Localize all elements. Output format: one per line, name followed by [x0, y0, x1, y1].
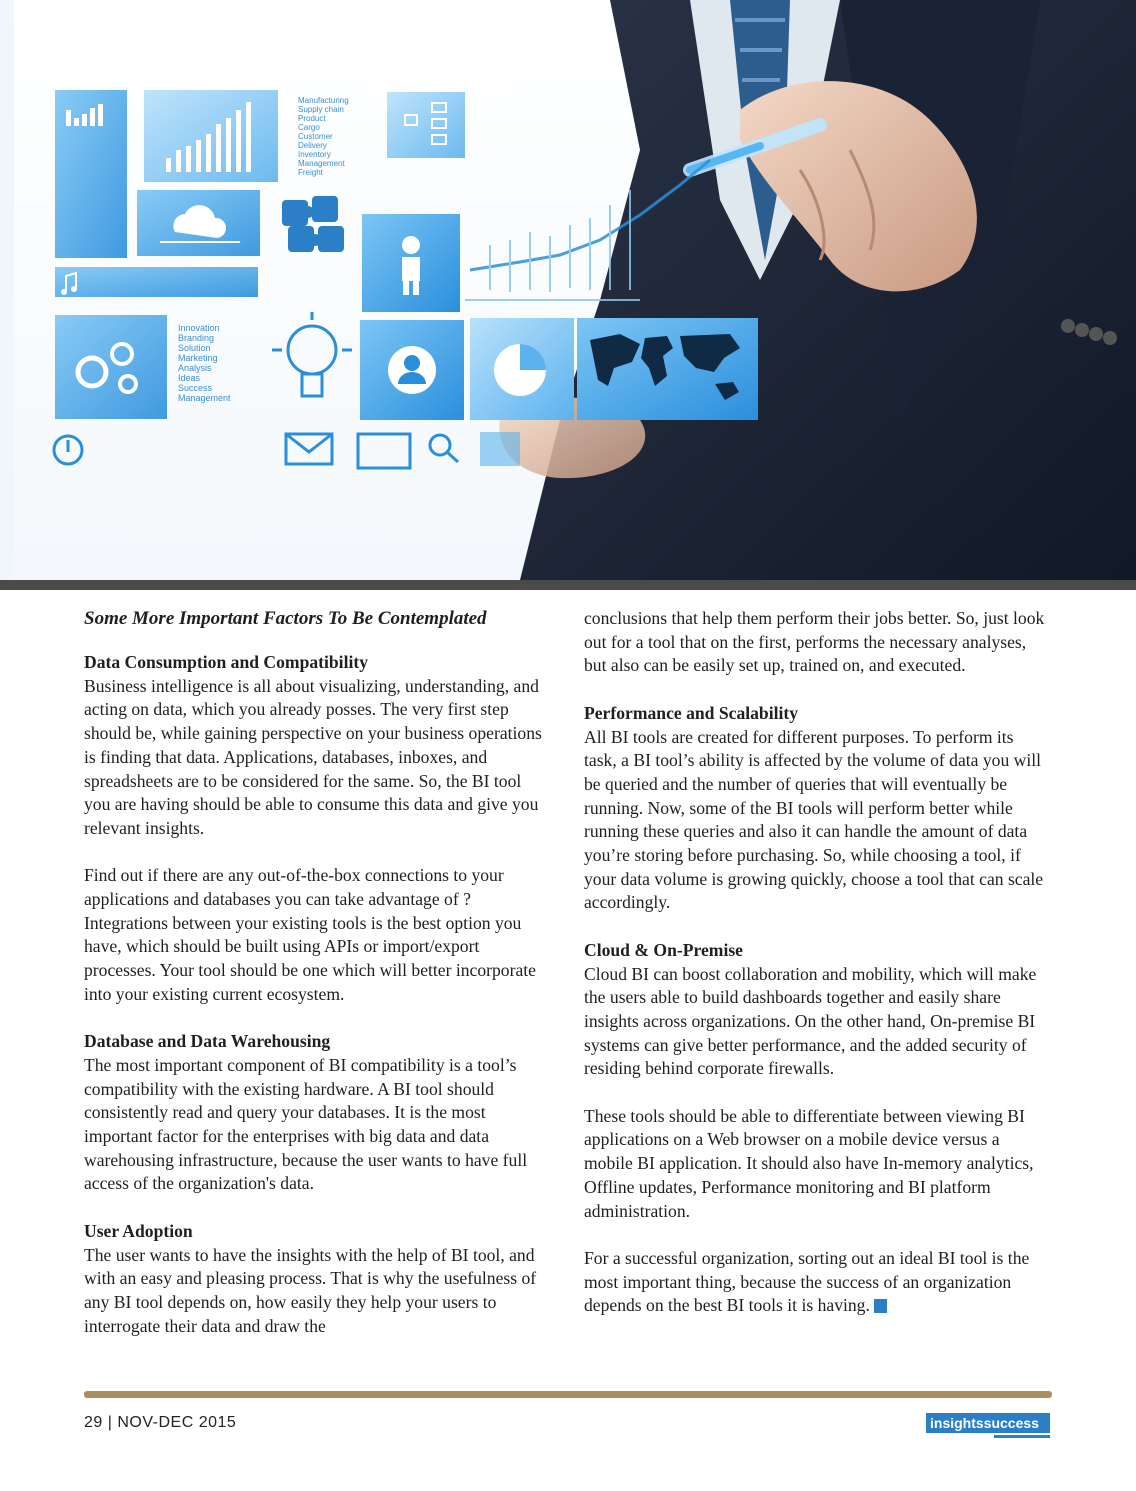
- music-tile: [55, 267, 258, 297]
- hero-label: Customer: [298, 132, 333, 141]
- businessman: [499, 0, 1136, 580]
- paragraph: [84, 1030, 546, 1196]
- paragraph-text: The most important component of BI compatibility is a tool’s compatibility with the existing hardware. A BI tool should consistently read and query your databases. It is the most important factor for the enterprises with big data and data warehousing infrastructure, because the user wants to have full access of the organization's data.: [84, 1054, 528, 1194]
- user-tile: [360, 320, 464, 420]
- business-analytics-illustration: [0, 0, 1136, 580]
- paragraph-text: The user wants to have the insights with the help of BI tool, and with an easy and pleasing process. That is why the usefulness of any BI tool depends on, how easily they help your users to interrogate their data and draw the: [84, 1244, 537, 1336]
- hero-label: Innovation: [178, 323, 220, 333]
- paragraph-text: These tools should be able to differentiate between viewing BI applications on a Web browser on a mobile device versus a mobile BI application. It should also have In-memory analytics, Offline updates, Performance monitoring and BI platform administration.: [584, 1105, 1034, 1221]
- page-number: 29 | NOV-DEC 2015: [84, 1414, 237, 1431]
- paragraph-text: Business intelligence is all about visualizing, understanding, and acting on data, which you already posses. The very first step should be, while gaining perspective on your business operations is finding that data. Applications, databases, inboxes, and spreadsheets are to be considered for the same. So, the BI tool you are having should be able to consume this data and give you relevant insights.: [84, 675, 542, 838]
- hero-label: Management: [298, 159, 345, 168]
- hero-image: [0, 0, 1136, 580]
- hero-label-list-1: [298, 96, 351, 177]
- paragraph-text: All BI tools are created for different purposes. To perform its task, a BI tool’s ability is affected by the volume of data you will be queried and the number of queries that will eventually be running. Now, some of the BI tools will perform better while running these queries and also it can handle the amount of data you’re storing before purchasing. So, while choosing a tool, if your data volume is growing quickly, choose a tool that can scale accordingly.: [584, 726, 1044, 913]
- cloud-tile: [137, 190, 260, 256]
- hero-label: Branding: [178, 333, 215, 343]
- article-column-right: [584, 607, 1046, 1342]
- bar-chart-tile: [144, 90, 278, 182]
- footer-rule: [84, 1391, 1052, 1398]
- section-title: Some More Important Factors To Be Contemplated: [84, 608, 487, 629]
- bottom-icons: [54, 432, 520, 468]
- lightbulb-icon: [272, 312, 352, 396]
- paragraph: [584, 702, 1046, 915]
- subheading-database-warehousing: Database and Data Warehousing: [84, 1031, 331, 1052]
- end-mark-icon: [874, 1299, 887, 1313]
- hero-label-list-2: [178, 323, 231, 403]
- subheading-data-consumption: Data Consumption and Compatibility: [84, 652, 368, 672]
- hero-label: Analysis: [178, 363, 212, 373]
- subheading-cloud-onpremise: Cloud & On-Premise: [584, 939, 743, 960]
- paragraph-text: conclusions that help them perform their jobs better. So, just look out for a tool that on the first, performs the necessary analyses, but also can be easily set up, trained on, and executed.: [584, 608, 1045, 676]
- hero-label: Inventory: [298, 150, 331, 159]
- hero-divider-bar: [0, 580, 1136, 590]
- world-map-tile: [577, 318, 758, 420]
- paragraph: [84, 1220, 546, 1339]
- hero-label: Ideas: [178, 373, 201, 383]
- hero-label: Freight: [298, 168, 323, 177]
- subheading-user-adoption: User Adoption: [84, 1220, 193, 1241]
- hero-label: Solution: [178, 343, 211, 353]
- subheading-performance-scalability: Performance and Scalability: [584, 702, 799, 723]
- hero-label: Supply chain: [298, 105, 344, 114]
- article-column-left: [84, 606, 546, 1362]
- hero-label: Cargo: [298, 123, 320, 132]
- gears-tile: [55, 315, 167, 419]
- insights-success-logo: [924, 1411, 1052, 1441]
- hero-label: Management: [178, 393, 231, 403]
- person-tile: [362, 214, 460, 312]
- hero-label: Marketing: [178, 353, 218, 363]
- paragraph: [84, 651, 546, 841]
- hero-label: Product: [298, 114, 326, 123]
- logo-text: insightssuccess: [930, 1415, 1039, 1431]
- puzzle-icon: [282, 196, 344, 252]
- paragraph-text: For a successful organization, sorting out an ideal BI tool is the most important thing, because the success of an organization depends on the best BI tools it is having.: [584, 1247, 1030, 1316]
- org-chart-tile: [387, 92, 465, 158]
- pie-tile: [470, 318, 574, 420]
- paragraph-text: Find out if there are any out-of-the-box connections to your applications and databases you can take advantage of ? Integrations between your existing tools is the best option you have, which should be built using APIs or import/export processes. Your tool should be one which will better incorporate into your existing current ecosystem.: [84, 865, 536, 1004]
- hero-label: Success: [178, 383, 213, 393]
- signal-tile: [55, 90, 127, 258]
- paragraph: [584, 1247, 1046, 1318]
- hero-label: Manufacturing: [298, 96, 349, 105]
- paragraph: [584, 939, 1046, 1081]
- hero-label: Delivery: [298, 141, 327, 150]
- paragraph-text: Cloud BI can boost collaboration and mobility, which will make the users able to build dashboards together and easily share insights across organizations. On the other hand, On-premise BI systems can give better performance, and the added security of residing behind corporate firewalls.: [584, 963, 1037, 1079]
